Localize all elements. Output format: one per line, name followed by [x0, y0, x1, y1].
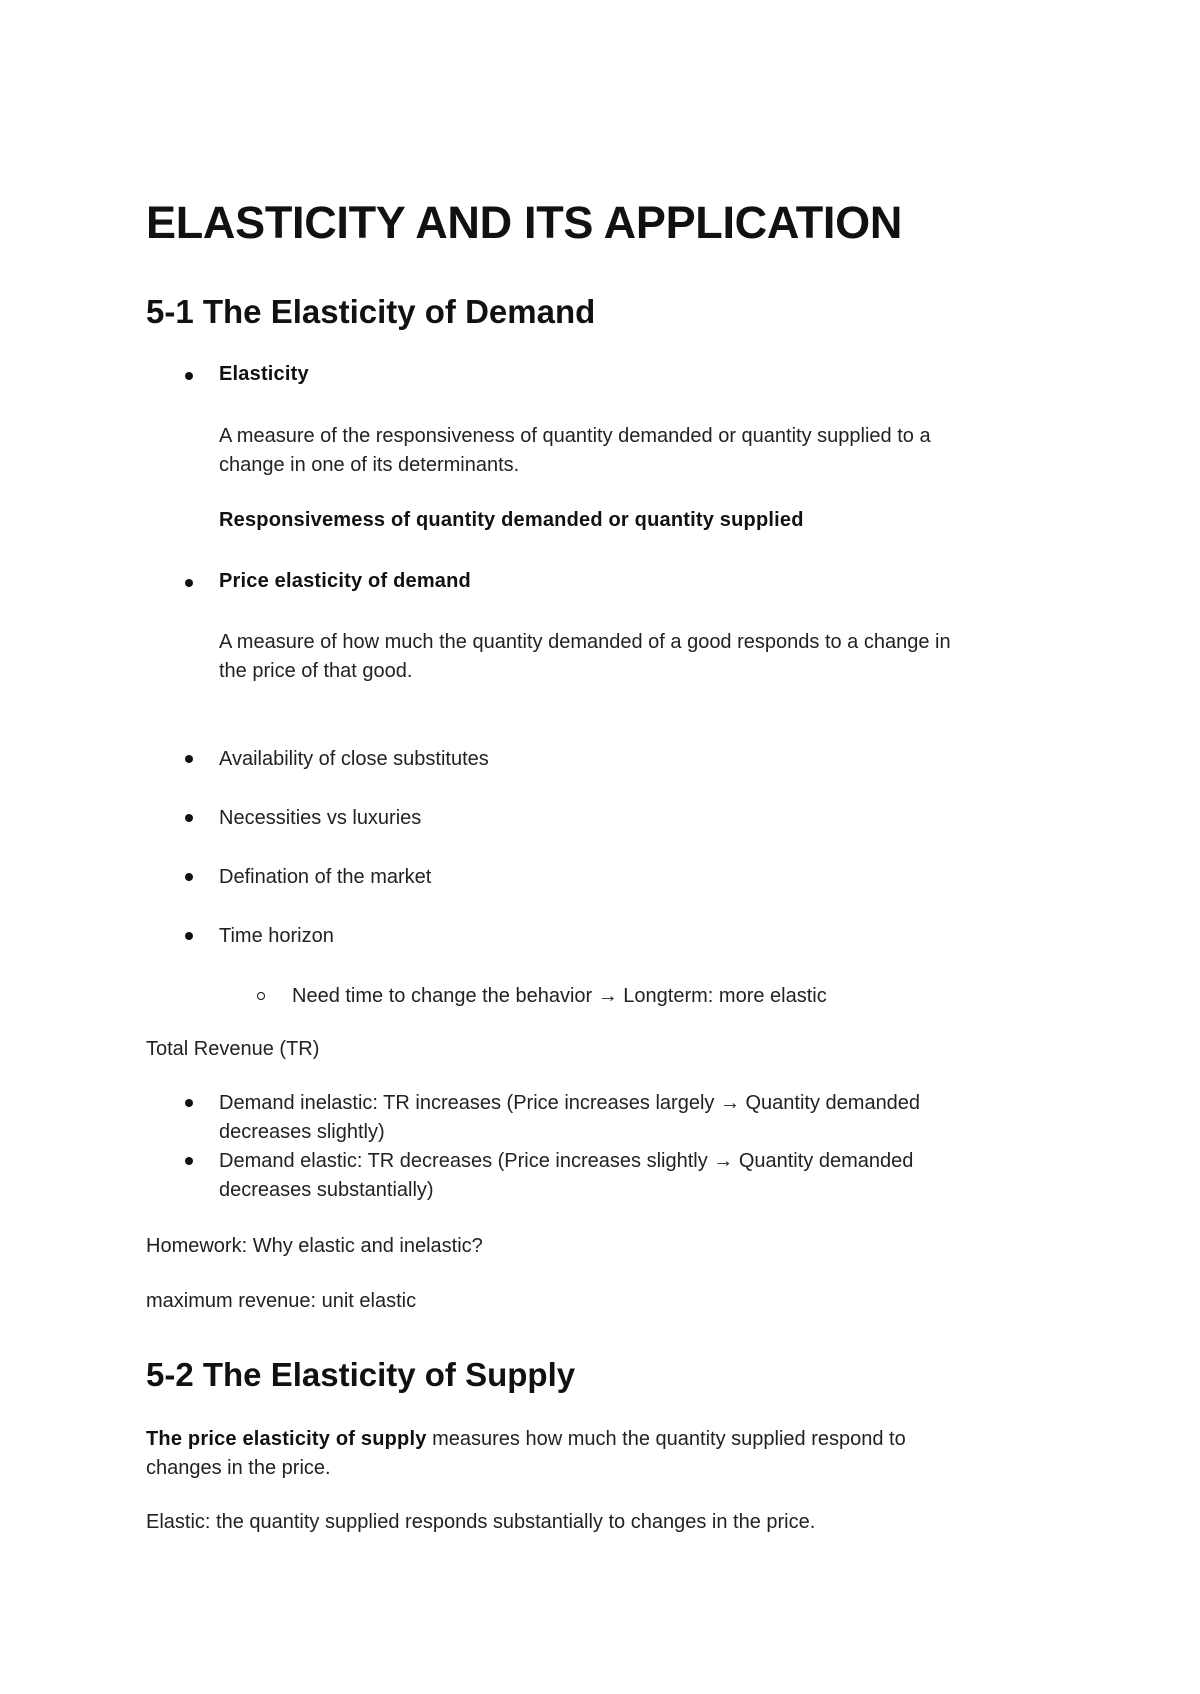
bullet-icon	[185, 932, 193, 940]
list-item: Time horizon	[219, 925, 334, 947]
homework-note: Homework: Why elastic and inelastic?	[146, 1235, 483, 1257]
total-revenue-label: Total Revenue (TR)	[146, 1038, 320, 1060]
tr-item-elastic-line1: Demand elastic: TR decreases (Price increases slightly → Quantity demanded	[219, 1150, 914, 1172]
elasticity-definition-line1: A measure of the responsiveness of quantity demanded or quantity supplied to a	[219, 425, 931, 447]
bullet-icon	[185, 579, 193, 587]
document-title: ELASTICITY AND ITS APPLICATION	[146, 197, 903, 248]
bullet-icon	[185, 1157, 193, 1165]
pes-paragraph-line1	[146, 1425, 906, 1454]
section-heading-supply: 5-2 The Elasticity of Supply	[146, 1356, 576, 1393]
section-heading-demand: 5-1 The Elasticity of Demand	[146, 293, 596, 330]
time-horizon-subitem: Need time to change the behavior → Longterm: more elastic	[292, 985, 827, 1007]
elasticity-definition-line2: change in one of its determinants.	[219, 454, 520, 476]
bullet-icon	[185, 814, 193, 822]
tr-item-inelastic-line1: Demand inelastic: TR increases (Price increases largely → Quantity demanded	[219, 1092, 921, 1114]
term-elasticity: Elasticity	[219, 363, 309, 385]
bullet-icon	[185, 755, 193, 763]
max-revenue-note: maximum revenue: unit elastic	[146, 1290, 417, 1312]
pes-paragraph-rest: measures how much the quantity supplied respond to	[426, 1428, 906, 1450]
list-item: Availability of close substitutes	[219, 748, 489, 770]
bullet-icon	[185, 1099, 193, 1107]
list-item: Defination of the market	[219, 866, 432, 888]
term-price-elasticity-of-supply: The price elasticity of supply	[146, 1428, 427, 1450]
ped-definition-line2: the price of that good.	[219, 660, 413, 682]
pes-paragraph-line2: changes in the price.	[146, 1457, 331, 1479]
tr-item-inelastic-line2: decreases slightly)	[219, 1121, 385, 1143]
term-price-elasticity-of-demand: Price elasticity of demand	[219, 570, 471, 592]
bullet-icon	[185, 372, 193, 380]
list-item: Necessities vs luxuries	[219, 807, 422, 829]
responsiveness-note: Responsivemess of quantity demanded or quantity supplied	[219, 509, 804, 531]
hollow-bullet-icon	[257, 992, 265, 1000]
elastic-supply-definition: Elastic: the quantity supplied responds substantially to changes in the price.	[146, 1511, 816, 1533]
ped-definition-line1: A measure of how much the quantity demanded of a good responds to a change in	[219, 631, 951, 653]
bullet-icon	[185, 873, 193, 881]
tr-item-elastic-line2: decreases substantially)	[219, 1179, 434, 1201]
